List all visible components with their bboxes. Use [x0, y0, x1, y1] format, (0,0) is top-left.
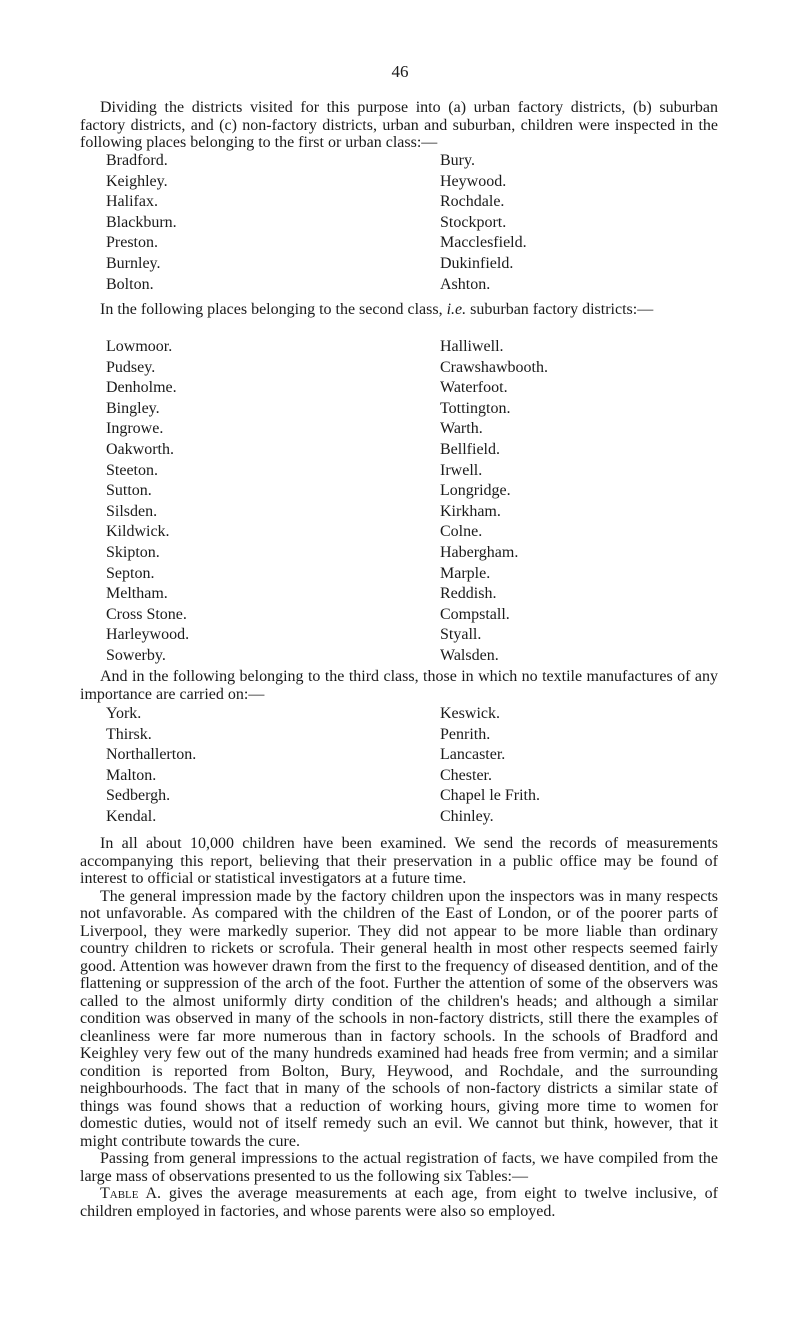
third-intro-text: And in the following belonging to the third class, those in which no textile manufactures of any importance are carried on:— — [80, 668, 718, 703]
place-name: Kirkham. — [440, 502, 501, 520]
first-class-right-list — [440, 151, 527, 295]
place-name: York. — [106, 705, 142, 722]
place-name: Kendal. — [106, 807, 157, 825]
place-name: Halliwell. — [440, 338, 504, 355]
place-name: Steeton. — [106, 461, 158, 479]
place-name: Reddish. — [440, 585, 497, 603]
place-name: Chinley. — [440, 807, 494, 825]
place-name: Sedbergh. — [106, 787, 171, 805]
place-name: Blackburn. — [106, 213, 177, 231]
place-name: Halifax. — [106, 193, 158, 211]
place-name: Ashton. — [440, 275, 491, 293]
place-name: Lowmoor. — [106, 338, 173, 355]
place-name: Preston. — [106, 234, 158, 252]
third-class-right-list — [440, 704, 540, 828]
place-name: Dukinfield. — [440, 254, 514, 272]
intro-text: Dividing the districts visited for this purpose into (a) urban factory districts, (b) suburban factory districts, and (c) non-factory districts, urban and suburban, children were inspected in the following places belonging to the first or urban class:— — [80, 99, 718, 151]
place-name: Bradford. — [106, 152, 168, 169]
place-name: Waterfoot. — [440, 379, 508, 397]
place-name: Walsden. — [440, 646, 499, 664]
place-name: Compstall. — [440, 605, 510, 623]
place-name: Chapel le Frith. — [440, 787, 540, 805]
place-name: Lancaster. — [440, 746, 506, 764]
place-name: Pudsey. — [106, 358, 156, 376]
place-name: Bingley. — [106, 399, 160, 417]
place-name: Malton. — [106, 766, 157, 784]
place-name: Bolton. — [106, 275, 154, 293]
place-name: Macclesfield. — [440, 234, 527, 252]
place-name: Cross Stone. — [106, 605, 187, 623]
third-class-intro — [80, 668, 718, 703]
second-intro-ie: i.e. — [446, 301, 467, 318]
place-name: Irwell. — [440, 461, 483, 479]
second-intro-after: suburban factory districts:— — [466, 301, 654, 318]
place-name: Rochdale. — [440, 193, 505, 211]
table-label: Table A. — [100, 1185, 162, 1202]
place-name: Colne. — [440, 523, 483, 541]
place-name: Silsden. — [106, 502, 158, 520]
place-name: Oakworth. — [106, 440, 174, 458]
place-name: Skipton. — [106, 543, 160, 561]
place-name: Chester. — [440, 766, 492, 784]
body-text — [80, 835, 718, 1220]
place-name: Denholme. — [106, 379, 177, 397]
place-name: Warth. — [440, 420, 483, 438]
place-name: Thirsk. — [106, 725, 152, 743]
place-name: Bellfield. — [440, 440, 500, 458]
place-name: Kildwick. — [106, 523, 170, 541]
place-name: Penrith. — [440, 725, 491, 743]
place-name: Burnley. — [106, 254, 161, 272]
first-class-left-list — [106, 151, 177, 295]
place-name: Northallerton. — [106, 746, 197, 764]
place-name: Sutton. — [106, 482, 152, 500]
place-name: Marple. — [440, 564, 491, 582]
intro-paragraph — [80, 99, 718, 152]
place-name: Harleywood. — [106, 626, 190, 644]
body-paragraph: Passing from general impressions to the actual registration of facts, we have compiled from the large mass of observations presented to us the following six Tables:— — [80, 1150, 718, 1185]
place-name: Longridge. — [440, 482, 511, 500]
second-class-left-list — [106, 337, 189, 667]
body-paragraph: The general impression made by the factory children upon the inspectors was in many respects not unfavorable. As compared with the children of the East of London, or of the poorer parts of Liverpool, they were markedly superior. They did not appear to be more liable than ordinary country children to rickets or scrofula. Their general health in most other respects seemed fairly good. Attention was however drawn from the first to the frequency of diseased dentition, and of the flattening or suppression of the arch of the foot. Further the attention of some of the observers was called to the almost uniformly dirty condition of the children's heads; and although a similar condition was observed in many of the schools in non-factory districts, still there the examples of cleanliness were far more numerous than in factory schools. In the schools of Bradford and Keighley very few out of the many hundreds examined had heads free from vermin; and a similar condition is reported from Bolton, Bury, Heywood, and Rochdale, and the surrounding neighbourhoods. The fact that in many of the schools of non-factory districts a similar state of things was found shows that a reduction of working hours, giving more time to women for domestic duties, would not of itself remedy such an evil. We cannot but think, however, that it might contribute towards the cure. — [80, 887, 718, 1150]
place-name: Keighley. — [106, 172, 168, 190]
place-name: Meltham. — [106, 585, 168, 603]
place-name: Ingrowe. — [106, 420, 164, 438]
place-name: Styall. — [440, 626, 482, 644]
body-paragraph: In all about 10,000 children have been examined. We send the records of measurements accompanying this report, believing that their preservation in a public office may be found of interest to official or statistical investigators at a future time. — [80, 835, 718, 887]
place-name: Stockport. — [440, 213, 507, 231]
second-class-intro — [80, 301, 718, 319]
place-name: Keswick. — [440, 705, 500, 722]
second-intro-before: In the following places belonging to the second class, — [100, 301, 447, 318]
place-name: Heywood. — [440, 172, 507, 190]
place-name: Bury. — [440, 152, 475, 169]
second-class-right-list — [440, 337, 548, 667]
place-name: Sowerby. — [106, 646, 166, 664]
third-class-left-list — [106, 704, 196, 828]
place-name: Tottington. — [440, 399, 511, 417]
body-paragraph — [80, 1185, 718, 1220]
table-description: gives the average measurements at each age, from eight to twelve inclusive, of children employed in factories, and whose parents were also so employed. — [80, 1185, 718, 1220]
page-number: 46 — [391, 62, 409, 81]
place-name: Septon. — [106, 564, 155, 582]
place-name: Crawshawbooth. — [440, 358, 548, 376]
place-name: Habergham. — [440, 543, 519, 561]
